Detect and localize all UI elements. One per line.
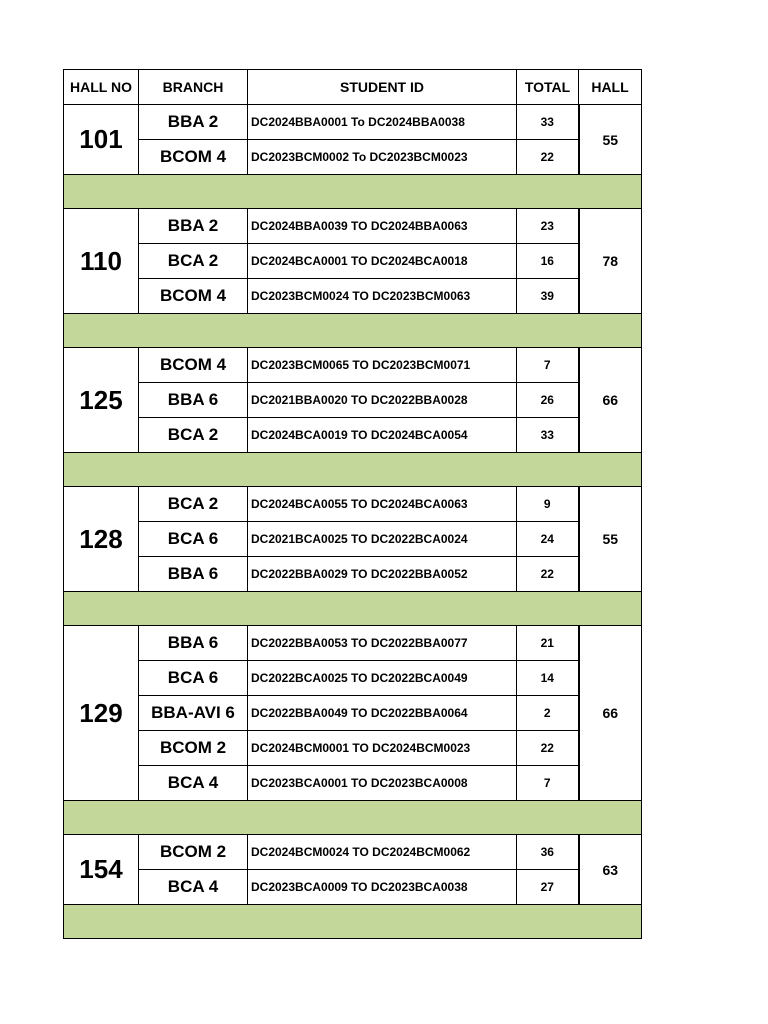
separator-fill <box>64 314 642 348</box>
branch-total: 22 <box>517 731 579 766</box>
separator-row <box>64 175 642 209</box>
hall-number: 128 <box>64 487 139 592</box>
header-hall: HALL <box>579 70 642 105</box>
separator-row <box>64 453 642 487</box>
hall-number: 110 <box>64 209 139 314</box>
table-row <box>64 487 642 522</box>
separator-fill <box>64 801 642 835</box>
table-row <box>64 522 642 557</box>
header-student-id: STUDENT ID <box>248 70 517 105</box>
table-row <box>64 140 642 175</box>
table-row <box>64 383 642 418</box>
separator-fill <box>64 905 642 939</box>
branch-cell: BCOM 2 <box>139 835 248 870</box>
branch-total: 36 <box>517 835 579 870</box>
branch-total: 16 <box>517 244 579 279</box>
student-id-range: DC2023BCM0065 TO DC2023BCM0071 <box>248 348 517 383</box>
student-id-range: DC2024BCA0055 TO DC2024BCA0063 <box>248 487 517 522</box>
branch-total: 9 <box>517 487 579 522</box>
table-row <box>64 209 642 244</box>
branch-total: 33 <box>517 105 579 140</box>
branch-cell: BBA 2 <box>139 105 248 140</box>
branch-total: 22 <box>517 557 579 592</box>
hall-number: 129 <box>64 626 139 801</box>
hall-total: 55 <box>579 487 642 592</box>
hall-number: 125 <box>64 348 139 453</box>
student-id-range: DC2021BBA0020 TO DC2022BBA0028 <box>248 383 517 418</box>
hall-total: 66 <box>579 348 642 453</box>
table-row <box>64 870 642 905</box>
student-id-range: DC2024BCM0024 TO DC2024BCM0062 <box>248 835 517 870</box>
table-row <box>64 696 642 731</box>
header-hall-no: HALL NO <box>64 70 139 105</box>
branch-total: 22 <box>517 140 579 175</box>
branch-total: 21 <box>517 626 579 661</box>
student-id-range: DC2024BBA0039 TO DC2024BBA0063 <box>248 209 517 244</box>
table-row <box>64 731 642 766</box>
branch-total: 7 <box>517 766 579 801</box>
table-body <box>64 105 642 939</box>
student-id-range: DC2024BCA0019 TO DC2024BCA0054 <box>248 418 517 453</box>
table-row <box>64 244 642 279</box>
branch-total: 24 <box>517 522 579 557</box>
branch-cell: BCA 2 <box>139 244 248 279</box>
branch-total: 26 <box>517 383 579 418</box>
table-row <box>64 557 642 592</box>
table-row <box>64 105 642 140</box>
branch-cell: BCOM 4 <box>139 279 248 314</box>
branch-cell: BCOM 4 <box>139 348 248 383</box>
branch-cell: BCOM 4 <box>139 140 248 175</box>
student-id-range: DC2022BBA0029 TO DC2022BBA0052 <box>248 557 517 592</box>
hall-total: 78 <box>579 209 642 314</box>
hall-number: 154 <box>64 835 139 905</box>
branch-total: 7 <box>517 348 579 383</box>
branch-cell: BCOM 2 <box>139 731 248 766</box>
separator-fill <box>64 453 642 487</box>
branch-cell: BCA 2 <box>139 418 248 453</box>
branch-cell: BCA 4 <box>139 766 248 801</box>
branch-total: 14 <box>517 661 579 696</box>
table-row <box>64 766 642 801</box>
separator-row <box>64 592 642 626</box>
header-row <box>64 70 642 105</box>
branch-cell: BCA 4 <box>139 870 248 905</box>
table-row <box>64 835 642 870</box>
branch-cell: BCA 2 <box>139 487 248 522</box>
student-id-range: DC2022BBA0053 TO DC2022BBA0077 <box>248 626 517 661</box>
student-id-range: DC2022BBA0049 TO DC2022BBA0064 <box>248 696 517 731</box>
table-row <box>64 418 642 453</box>
hall-total: 63 <box>579 835 642 905</box>
student-id-range: DC2022BCA0025 TO DC2022BCA0049 <box>248 661 517 696</box>
hall-total: 66 <box>579 626 642 801</box>
student-id-range: DC2023BCM0024 TO DC2023BCM0063 <box>248 279 517 314</box>
header-branch: BRANCH <box>139 70 248 105</box>
separator-row <box>64 801 642 835</box>
student-id-range: DC2021BCA0025 TO DC2022BCA0024 <box>248 522 517 557</box>
separator-row <box>64 905 642 939</box>
header-total: TOTAL <box>517 70 579 105</box>
hall-number: 101 <box>64 105 139 175</box>
student-id-range: DC2023BCA0001 TO DC2023BCA0008 <box>248 766 517 801</box>
branch-cell: BCA 6 <box>139 522 248 557</box>
branch-total: 39 <box>517 279 579 314</box>
table-row <box>64 348 642 383</box>
table-row <box>64 626 642 661</box>
branch-total: 33 <box>517 418 579 453</box>
separator-row <box>64 314 642 348</box>
student-id-range: DC2024BBA0001 To DC2024BBA0038 <box>248 105 517 140</box>
branch-total: 2 <box>517 696 579 731</box>
separator-fill <box>64 592 642 626</box>
separator-fill <box>64 175 642 209</box>
student-id-range: DC2023BCM0002 To DC2023BCM0023 <box>248 140 517 175</box>
branch-total: 23 <box>517 209 579 244</box>
branch-total: 27 <box>517 870 579 905</box>
branch-cell: BBA 6 <box>139 626 248 661</box>
branch-cell: BCA 6 <box>139 661 248 696</box>
student-id-range: DC2023BCA0009 TO DC2023BCA0038 <box>248 870 517 905</box>
branch-cell: BBA 6 <box>139 383 248 418</box>
table-row <box>64 661 642 696</box>
branch-cell: BBA-AVI 6 <box>139 696 248 731</box>
hall-total: 55 <box>579 105 642 175</box>
hall-allocation-table <box>63 69 642 939</box>
branch-cell: BBA 6 <box>139 557 248 592</box>
table-row <box>64 279 642 314</box>
student-id-range: DC2024BCA0001 TO DC2024BCA0018 <box>248 244 517 279</box>
student-id-range: DC2024BCM0001 TO DC2024BCM0023 <box>248 731 517 766</box>
branch-cell: BBA 2 <box>139 209 248 244</box>
